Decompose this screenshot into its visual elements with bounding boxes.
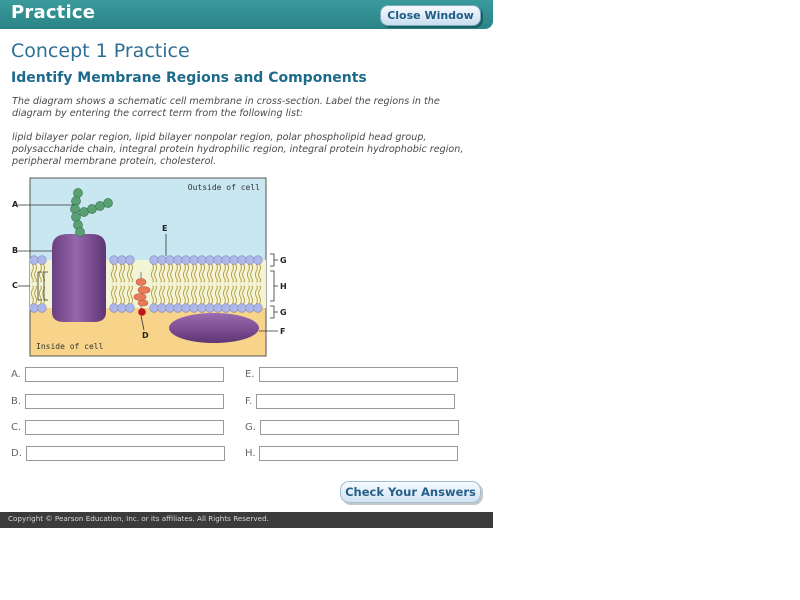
instructions-text: The diagram shows a schematic cell membrane in cross-section. Label the regions in the diagram by entering the correct term from the following list: [12,96,440,119]
header-bar [0,0,493,29]
phospholipid-head [30,304,39,313]
phospholipid-head [238,304,247,313]
phospholipid-head [182,256,191,265]
answer-input-e[interactable] [259,367,458,382]
phospholipid-head [198,256,207,265]
phospholipid-head [214,256,223,265]
label-letter-g-top: G [280,256,287,265]
phospholipid-head [158,304,167,313]
phospholipid-head [110,304,119,313]
phospholipid-head [118,256,127,265]
phospholipid-head [222,256,231,265]
phospholipid-head [38,256,47,265]
phospholipid-head [214,304,223,313]
answer-label-d: D. [11,448,22,459]
footer-bar [0,512,493,528]
label-letter-b: B [12,246,19,255]
close-window-button[interactable]: Close Window [380,5,481,26]
phospholipid-head [174,304,183,313]
copyright-text: Copyright © Pearson Education, Inc. or its affiliates. All Rights Reserved. [8,514,269,523]
answer-input-h[interactable] [259,446,458,461]
phospholipid-head [246,304,255,313]
phospholipid-head [150,256,159,265]
phospholipid-head [182,304,191,313]
phospholipid-head [190,304,199,313]
page-title: Concept 1 Practice [11,40,190,62]
peripheral-protein [169,313,259,343]
answer-label-b: B. [11,396,22,407]
answer-label-g: G. [245,422,256,433]
answer-input-c[interactable] [25,420,224,435]
membrane-diagram [8,176,298,358]
phospholipid-head [246,256,255,265]
label-letter-a: A [12,200,19,209]
answer-label-e: E. [245,369,255,380]
check-answers-button[interactable]: Check Your Answers [340,481,481,503]
phospholipid-head [222,304,231,313]
phospholipid-head [230,256,239,265]
phospholipid-head [206,256,215,265]
label-letter-d: D [142,331,149,340]
label-letter-g-bottom: G [280,308,287,317]
label-letter-h: H [280,282,287,291]
outside-cell-label: Outside of cell [187,183,260,192]
inside-cell-label: Inside of cell [36,342,104,351]
phospholipid-head [110,256,119,265]
phospholipid-head [230,304,239,313]
answer-input-f[interactable] [256,394,455,409]
answer-input-g[interactable] [260,420,459,435]
label-letter-c: C [12,281,18,290]
section-title: Identify Membrane Regions and Components [11,70,367,86]
answer-input-a[interactable] [25,367,224,382]
answer-label-f: F. [245,396,253,407]
phospholipid-head [126,256,135,265]
phospholipid-head [126,304,135,313]
header-title: Practice [11,2,96,23]
phospholipid-head [166,304,175,313]
label-letter-e: E [162,224,168,233]
integral-protein [52,234,106,322]
answer-label-a: A. [11,369,21,380]
phospholipid-head [206,304,215,313]
answer-label-c: C. [11,422,22,433]
phospholipid-head [174,256,183,265]
phospholipid-head [254,256,263,265]
answer-input-b[interactable] [25,394,224,409]
term-list-text: lipid bilayer polar region, lipid bilayer nonpolar region, polar phospholipid head group, polysaccharide chain, integral protein hydrophilic region, integral protein hydrophobic region, peripheral membrane protein, cholesterol. [12,132,464,167]
label-letter-f: F [280,327,286,336]
phospholipid-head [166,256,175,265]
phospholipid-head [254,304,263,313]
phospholipid-head [238,256,247,265]
phospholipid-head [150,304,159,313]
phospholipid-head [198,304,207,313]
phospholipid-head [38,304,47,313]
answer-input-d[interactable] [26,446,225,461]
phospholipid-head [190,256,199,265]
phospholipid-head [158,256,167,265]
answer-label-h: H. [245,448,256,459]
phospholipid-head [30,256,39,265]
phospholipid-head [118,304,127,313]
